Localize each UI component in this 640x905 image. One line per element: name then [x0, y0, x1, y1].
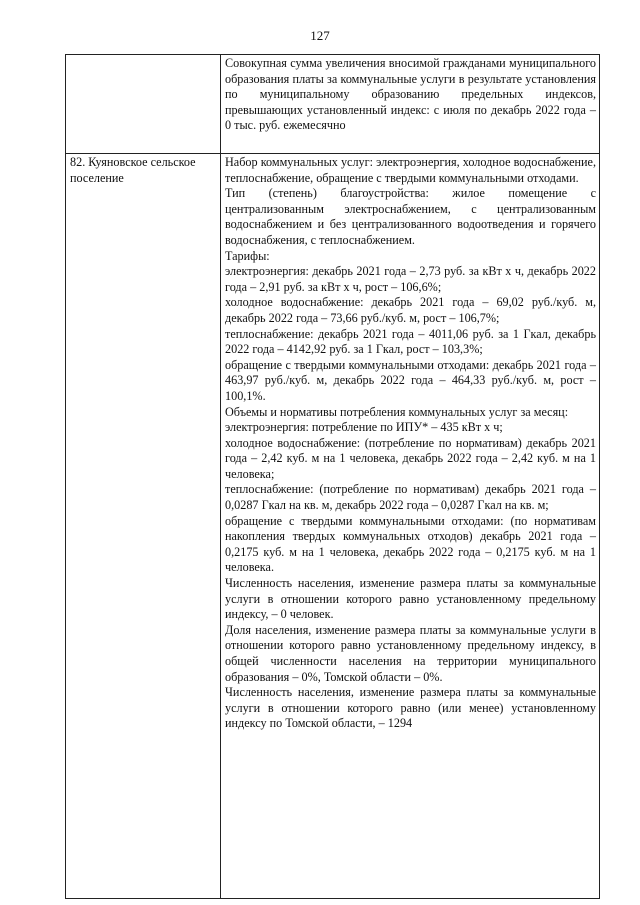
- paragraph: электроэнергия: декабрь 2021 года – 2,73 руб. за кВт х ч, декабрь 2022 года – 2,91 руб. за кВт х ч, рост – 106,6%;: [225, 264, 596, 294]
- paragraph: обращение с твердыми коммунальными отходами: декабрь 2021 года – 463,97 руб./куб. м, декабрь 2022 года – 464,33 руб./куб. м, рост – 100,1%.: [225, 357, 596, 403]
- municipality-cell: [66, 55, 221, 154]
- paragraph: Тарифы:: [225, 248, 270, 263]
- paragraph: Объемы и нормативы потребления коммунальных услуг за месяц:: [225, 404, 569, 419]
- paragraph: холодное водоснабжение: декабрь 2021 года – 69,02 руб./куб. м, декабрь 2022 года – 73,66 руб./куб. м, рост – 106,7%;: [225, 295, 596, 325]
- paragraph: обращение с твердыми коммунальными отходами: (по нормативам накопления твердых коммунальных отходов) декабрь 2021 года – 0,2175 куб. м на 1 человека, декабрь 2022 года – 0,2175 куб. м на 1 человека.: [225, 513, 596, 575]
- description-cell: [221, 154, 600, 899]
- paragraph: Численность населения, изменение размера платы за коммунальные услуги в отношении которого равно (или менее) установленному индексу по Томской области, – 1294: [225, 685, 596, 731]
- description-cell: [221, 55, 600, 154]
- paragraph: Совокупная сумма увеличения вносимой гражданами муниципального образования платы за коммунальные услуги в результате установления по муниципальному образованию предельных индексов, превышающих установленный индекс: с июля по декабрь 2022 года – 0 тыс. руб. ежемесячно: [225, 56, 596, 133]
- paragraph: холодное водоснабжение: (потребление по нормативам) декабрь 2021 года – 2,42 куб. м на 1 человека, декабрь 2022 года – 2,42 куб. м на 1 человека;: [225, 435, 596, 481]
- paragraph: Набор коммунальных услуг: электроэнергия, холодное водоснабжение, теплоснабжение, обращение с твердыми коммунальными отходами.: [225, 155, 596, 185]
- municipality-name: 82. Куяновское сельское поселение: [70, 155, 196, 185]
- paragraph: теплоснабжение: (потребление по нормативам) декабрь 2021 года – 0,0287 Гкал на кв. м, декабрь 2022 года – 0,0287 Гкал на кв. м;: [225, 482, 596, 513]
- table-row: [66, 154, 600, 899]
- paragraph: Тип (степень) благоустройства: жилое помещение с централизованным электроснабжением, с централизованным водоснабжением и без централизованного водоотведения и горячего водоснабжения, с теплоснабжением.: [225, 186, 596, 247]
- municipality-cell: [66, 154, 221, 899]
- table-row: [66, 55, 600, 154]
- paragraph: Доля населения, изменение размера платы за коммунальные услуги в отношении которого равно установленному предельному индексу, в общей численности населения на территории муниципального образования – 0%, Томской области – 0%.: [225, 622, 596, 684]
- paragraph: теплоснабжение: декабрь 2021 года – 4011,06 руб. за 1 Гкал, декабрь 2022 года – 4142,92 руб. за 1 Гкал, рост – 103,3%;: [225, 326, 596, 357]
- page-number: 127: [310, 28, 330, 43]
- paragraph: Численность населения, изменение размера платы за коммунальные услуги в отношении которого равно установленному предельному индексу, – 0 человек.: [225, 576, 596, 622]
- paragraph: электроэнергия: потребление по ИПУ* – 435 кВт х ч;: [225, 420, 503, 435]
- tariff-table: [65, 54, 600, 899]
